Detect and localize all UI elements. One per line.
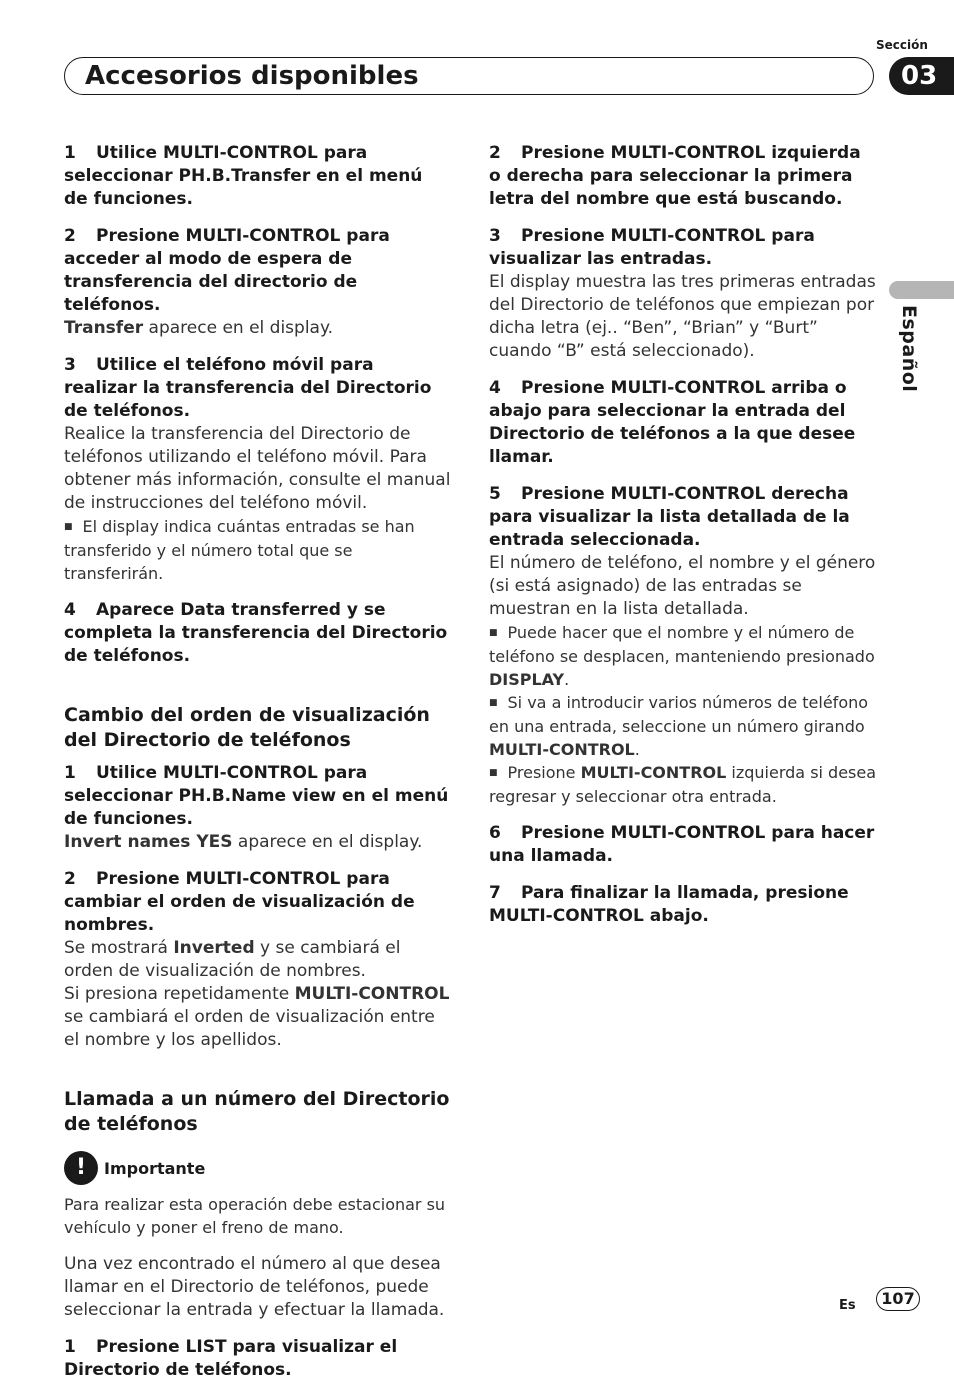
bullet-icon: ■ (489, 628, 498, 638)
step: 3 Presione MULTI-CONTROL para visualizar las entradas. (489, 226, 815, 269)
note: ■ Puede hacer que el nombre y el número de teléfono se desplacen, manteniendo presionado DISPLAY. (489, 623, 875, 689)
important-text: Para realizar esta operación debe estacionar su vehículo y poner el freno de mano. (64, 1195, 446, 1237)
section-label: Sección (876, 38, 928, 52)
page-title: Accesorios disponibles (85, 61, 419, 91)
bullet-icon: ■ (489, 698, 498, 708)
step: 1 Utilice MULTI-CONTROL para seleccionar PH.B.Transfer en el menú de funciones. (64, 143, 423, 209)
language-tab-marker (889, 281, 954, 299)
step: 4 Aparece Data transferred y se completa la transferencia del Directorio de teléfonos. (64, 600, 448, 666)
important-label: Importante (104, 1158, 206, 1178)
step-description: Se mostrará Inverted y se cambiará el orden de visualización de nombres. (64, 938, 401, 981)
left-column (64, 142, 452, 1382)
note: ■ Si va a introducir varios números de teléfono en una entrada, seleccione un número girando MULTI-CONTROL. (489, 693, 869, 759)
step: 1 Presione LIST para visualizar el Directorio de teléfonos. (64, 1337, 398, 1380)
title-bar (64, 57, 874, 95)
step-description: El display muestra las tres primeras entradas del Directorio de teléfonos que empiezan por dicha letra (ej.. “Ben”, “Brian” y “Burt” cuando “B” está seleccionado). (489, 272, 876, 361)
step-description: Invert names YES aparece en el display. (64, 832, 423, 852)
step: 2 Presione MULTI-CONTROL para acceder al modo de espera de transferencia del directorio de teléfonos. (64, 226, 390, 315)
section-heading: Cambio del orden de visualización del Directorio de teléfonos (64, 704, 430, 751)
intro-text: Una vez encontrado el número al que desea llamar en el Directorio de teléfonos, puede seleccionar la entrada y efectuar la llamada. (64, 1254, 445, 1320)
step: 4 Presione MULTI-CONTROL arriba o abajo para seleccionar la entrada del Directorio de teléfonos a la que desee llamar. (489, 378, 856, 467)
step: 7 Para finalizar la llamada, presione MULTI-CONTROL abajo. (489, 883, 849, 926)
footer-language-code: Es (839, 1298, 856, 1313)
step: 2 Presione MULTI-CONTROL izquierda o derecha para seleccionar la primera letra del nombre que está buscando. (489, 143, 861, 209)
page-number: 107 (876, 1287, 920, 1311)
important-icon: ! (64, 1151, 98, 1185)
step-description: Realice la transferencia del Directorio de teléfonos utilizando el teléfono móvil. Para obtener más información, consulte el manual de instrucciones del teléfono móvil. (64, 424, 451, 513)
step-description: El número de teléfono, el nombre y el género (si está asignado) de las entradas se muestran en la lista detallada. (489, 553, 876, 619)
note: ■ Presione MULTI-CONTROL izquierda si desea regresar y seleccionar otra entrada. (489, 763, 877, 806)
step-description: Si presiona repetidamente MULTI-CONTROL se cambiará el orden de visualización entre el nombre y los apellidos. (64, 984, 450, 1050)
step: 3 Utilice el teléfono móvil para realizar la transferencia del Directorio de teléfonos. (64, 355, 432, 421)
step: 6 Presione MULTI-CONTROL para hacer una llamada. (489, 823, 875, 866)
important-notice (64, 1151, 452, 1185)
bullet-icon: ■ (64, 522, 73, 532)
section-number-badge: 03 (889, 57, 954, 95)
step: 2 Presione MULTI-CONTROL para cambiar el orden de visualización de nombres. (64, 869, 415, 935)
section-heading: Llamada a un número del Directorio de teléfonos (64, 1088, 450, 1135)
note: ■ El display indica cuántas entradas se han transferido y el número total que se transferirán. (64, 517, 415, 583)
step: 1 Utilice MULTI-CONTROL para seleccionar PH.B.Name view en el menú de funciones. (64, 763, 449, 829)
step: 5 Presione MULTI-CONTROL derecha para visualizar la lista detallada de la entrada seleccionada. (489, 484, 850, 550)
step-description: Transfer aparece en el display. (64, 318, 334, 338)
bullet-icon: ■ (489, 768, 498, 778)
language-label: Español (898, 305, 920, 393)
right-column (489, 142, 877, 928)
